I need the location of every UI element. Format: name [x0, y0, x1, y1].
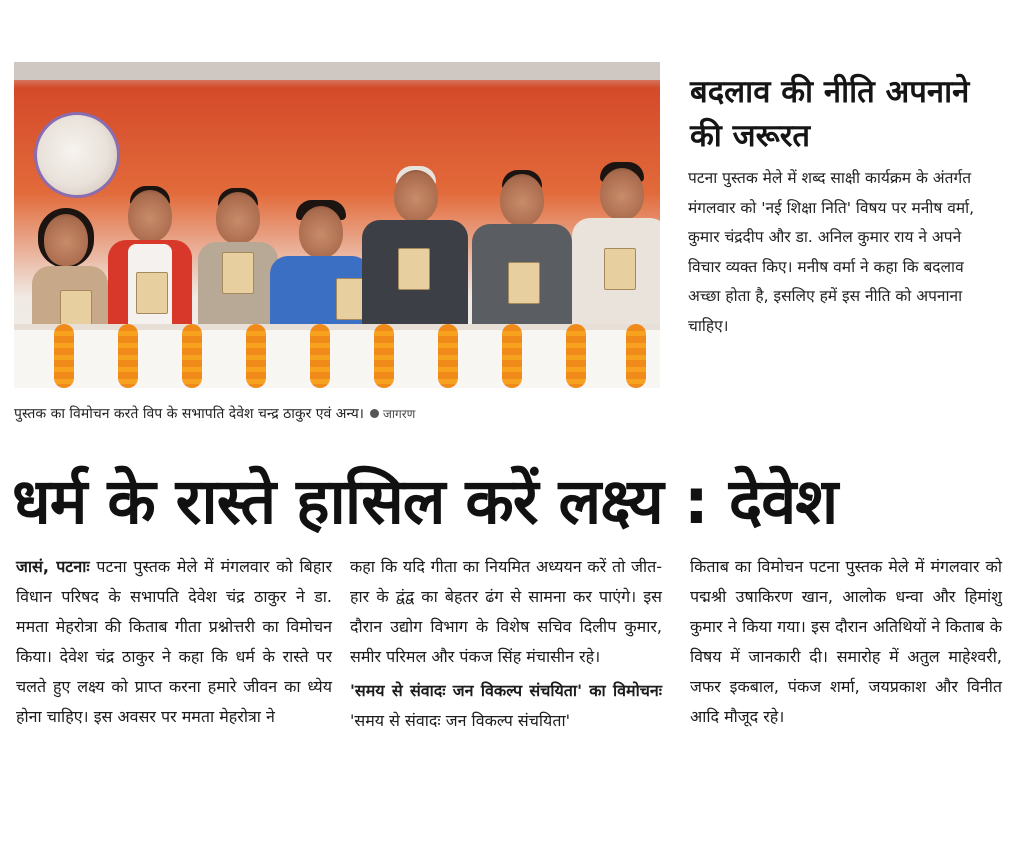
- column-2-subhead: 'समय से संवादः जन विकल्प संचयिता' का विमोचनः: [350, 681, 662, 700]
- garland: [626, 324, 646, 388]
- garland: [246, 324, 266, 388]
- garland: [182, 324, 202, 388]
- garland: [566, 324, 586, 388]
- garland: [54, 324, 74, 388]
- sidebar-body: पटना पुस्तक मेले में शब्द साक्षी कार्यक्रम के अंतर्गत मंगलवार को 'नई शिक्षा निति' विषय पर मनीष वर्मा, कुमार चंद्रदीप और डा. अनिल कुमार राय ने अपने विचार व्यक्त किए। मनीष वर्मा ने कहा कि बदलाव अच्छा होता है, इसलिए हमें इस नीति को अपनाना चाहिए।: [688, 169, 975, 335]
- column-2-text: कहा कि यदि गीता का नियमित अध्ययन करें तो जीत-हार के द्वंद्व का बेहतर ढंग से सामना कर पाएंगे। इस दौरान उद्योग विभाग के विशेष सचिव दिलीप कुमार, समीर परिमल और पंकज सिंह मंचासीन रहे।: [350, 557, 662, 666]
- garland: [374, 324, 394, 388]
- stage-table: [14, 324, 660, 388]
- column-1-text: पटना पुस्तक मेले में मंगलवार को बिहार विधान परिषद के सभापति देवेश चंद्र ठाकुर ने डा. ममता मेहरोत्रा की किताब गीता प्रश्नोत्तरी का विमोचन किया। देवेश चंद्र ठाकुर ने कहा कि धर्म के रास्ते पर चलते हुए लक्ष्य को प्राप्त करना हमारे जीवन का ध्येय होना चाहिए। इस अवसर पर ममता मेहरोत्रा ने: [16, 557, 332, 726]
- main-headline: धर्म के रास्ते हासिल करें लक्ष्य : देवेश: [12, 465, 838, 538]
- article-column-1: [16, 552, 332, 732]
- dateline: जासं, पटनाः: [16, 557, 90, 576]
- garland: [310, 324, 330, 388]
- photo-credit: जागरण: [383, 407, 416, 421]
- column-3-text: किताब का विमोचन पटना पुस्तक मेले में मंगलवार को पद्मश्री उषाकिरण खान, आलोक धन्वा और हिमांशु कुमार ने किया गया। इस दौरान अतिथियों ने किताब के विषय में जानकारी दी। समारोह में अतुल माहेश्वरी, जफर इकबाल, पंकज शर्मा, जयप्रकाश और विनीत आदि मौजूद रहे।: [690, 557, 1002, 726]
- article-column-2: [350, 552, 662, 736]
- news-photo: [14, 62, 660, 388]
- article-column-3: [690, 552, 1002, 732]
- event-logo-icon: [34, 112, 120, 198]
- sidebar-headline: [690, 70, 1010, 158]
- column-2-text-continued: 'समय से संवादः जन विकल्प संचयिता': [350, 711, 570, 730]
- garland: [118, 324, 138, 388]
- caption-text: पुस्तक का विमोचन करते विप के सभापति देवेश चन्द्र ठाकुर एवं अन्य।: [14, 406, 364, 422]
- garland: [438, 324, 458, 388]
- credit-dot-icon: [370, 409, 379, 418]
- sidebar-headline-line2: की जरूरत: [690, 118, 811, 154]
- photo-caption: [14, 404, 674, 423]
- photo-backdrop-top: [14, 62, 660, 80]
- garland: [502, 324, 522, 388]
- sidebar-headline-line1: बदलाव की नीति अपनाने: [690, 74, 970, 110]
